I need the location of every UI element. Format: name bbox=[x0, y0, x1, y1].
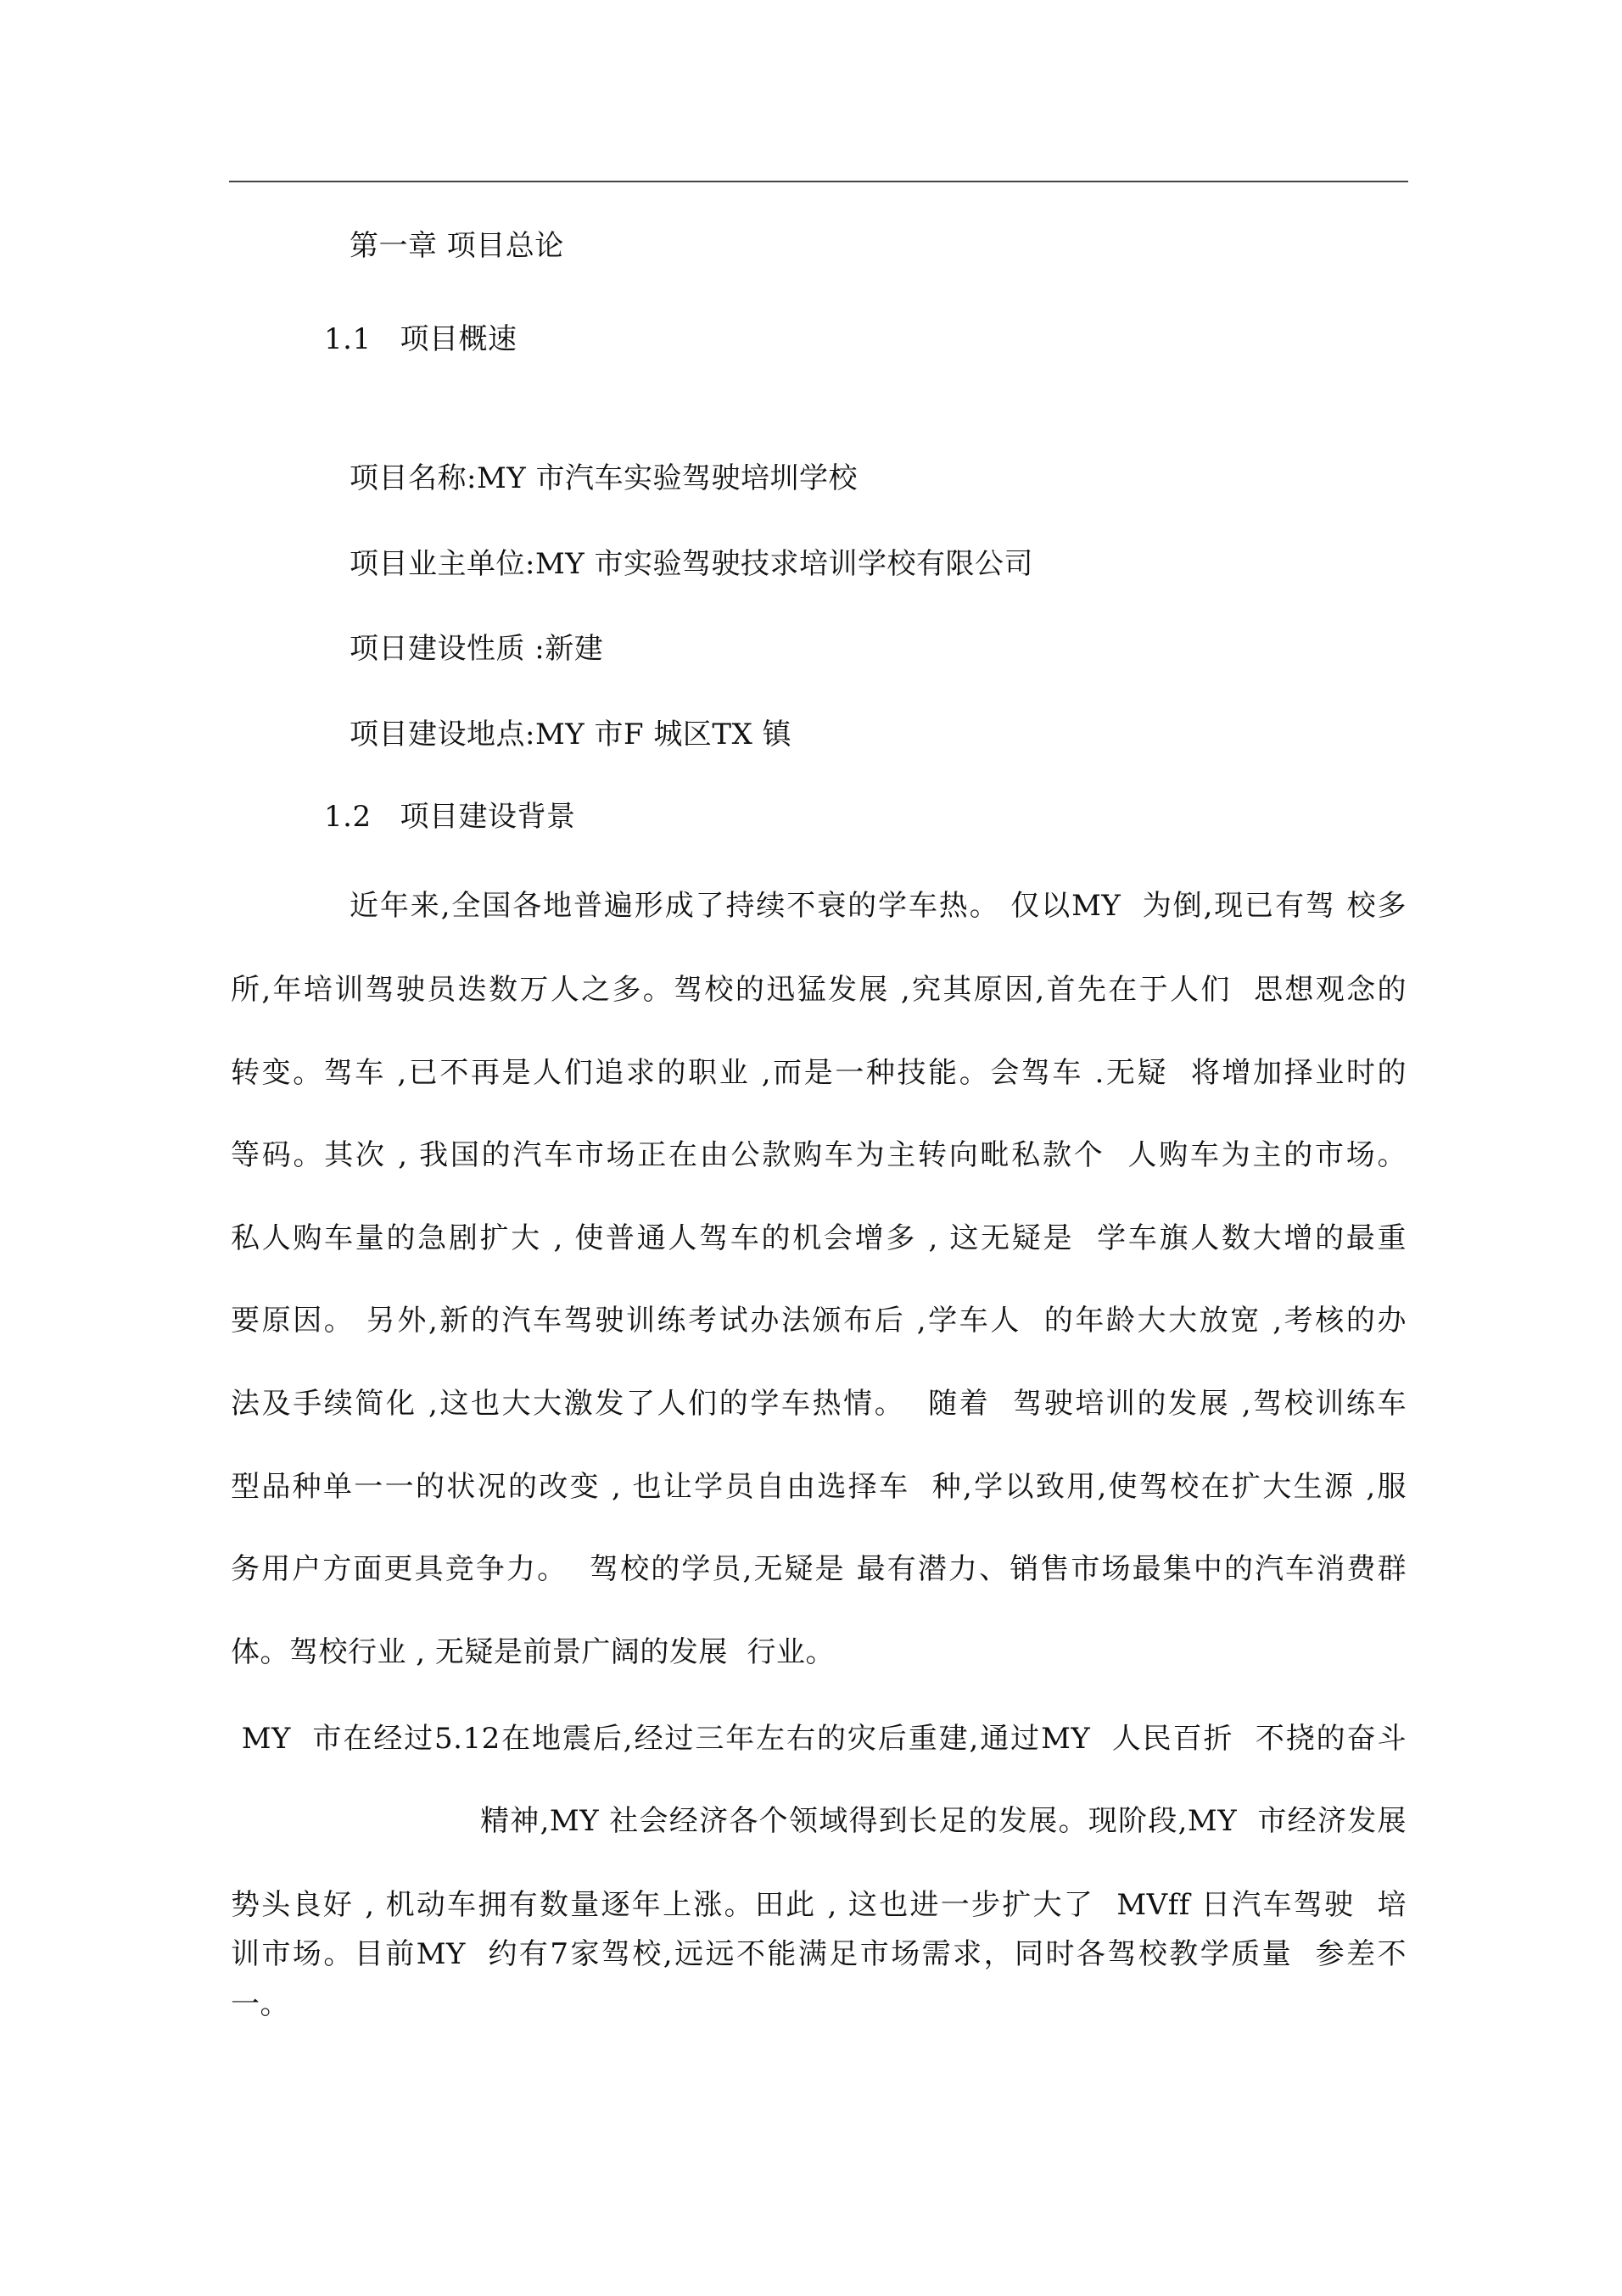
background-line: 转变。驾车 ,已不再是人们追求的职业 ,而是一种技能。会驾车 .无疑 将增加择业时的 bbox=[231, 1056, 1407, 1090]
background-line: 所,年培训驾驶员迭数万人之多。驾校的迅猛发展 ,究其原因,首先在于人们 思想观念的 bbox=[231, 973, 1407, 1007]
development-line: 精神,MY 社会经济各个领域得到长足的发展。现阶段,MY 市经济发展 bbox=[480, 1804, 1407, 1838]
project-location: 项目建设地点:MY 市F 城区TX 镇 bbox=[350, 718, 792, 751]
background-line: 近年来,全国各地普遍形成了持续不衰的学车热。 仅以MY 为倒,现已有驾 校多 bbox=[350, 889, 1407, 923]
section-heading-1-1: 1.1 项目概速 bbox=[324, 322, 517, 356]
project-nature: 项日建设性质 :新建 bbox=[350, 632, 604, 666]
project-owner: 项目业主单位:MY 市实验驾驶技求培训学校有限公司 bbox=[350, 547, 1034, 581]
header-rule bbox=[229, 181, 1408, 182]
background-line: 法及手续简化 ,这也大大激发了人们的学车热情。 随着 驾驶培训的发展 ,驾校训练车 bbox=[231, 1387, 1407, 1421]
development-line: MY 市在经过5.12在地震后,经过三年左右的灾后重建,通过MY 人民百折 不挠的奋斗 bbox=[231, 1722, 1407, 1756]
background-line: 务用户方面更具竞争力。 驾校的学员,无疑是 最有潜力、销售市场最集中的汽车消费群 bbox=[231, 1552, 1407, 1586]
background-line: 型品种单一一的状况的改变 , 也让学员自由选择车 种,学以致用,使驾校在扩大生源 ,服 bbox=[231, 1470, 1407, 1504]
development-line: 训市场。目前MY 约有7家驾校,远远不能满足市场需求，同时各驾校教学质量 参差不 bbox=[231, 1937, 1407, 1971]
background-line: 私人购车量的急剧扩大 , 使普通人驾车的机会增多 , 这无疑是 学车旗人数大增的最重 bbox=[231, 1221, 1407, 1255]
section-heading-1-2: 1.2 项目建设背景 bbox=[324, 800, 576, 834]
background-line: 等码。其次 , 我国的汽车市场正在由公款购车为主转向毗私款个 人购车为主的市场。 bbox=[231, 1138, 1407, 1172]
background-line: 体。驾校行业 , 无疑是前景广阔的发展 行业。 bbox=[231, 1635, 836, 1669]
development-line: 一。 bbox=[231, 1987, 289, 2021]
project-name: 项目名称:MY 市汽车实验驾驶培圳学校 bbox=[350, 461, 859, 495]
background-line: 要原因。 另外,新的汽车驾驶训练考试办法颁布后 ,学车人 的年龄大大放宽 ,考核的办 bbox=[231, 1304, 1407, 1338]
development-line: 势头良好 , 机动车拥有数量逐年上涨。田此 , 这也进一步扩大了 MVff 日汽车驾驶 培 bbox=[231, 1888, 1407, 1922]
chapter-title: 第一章 项目总论 bbox=[350, 229, 564, 263]
